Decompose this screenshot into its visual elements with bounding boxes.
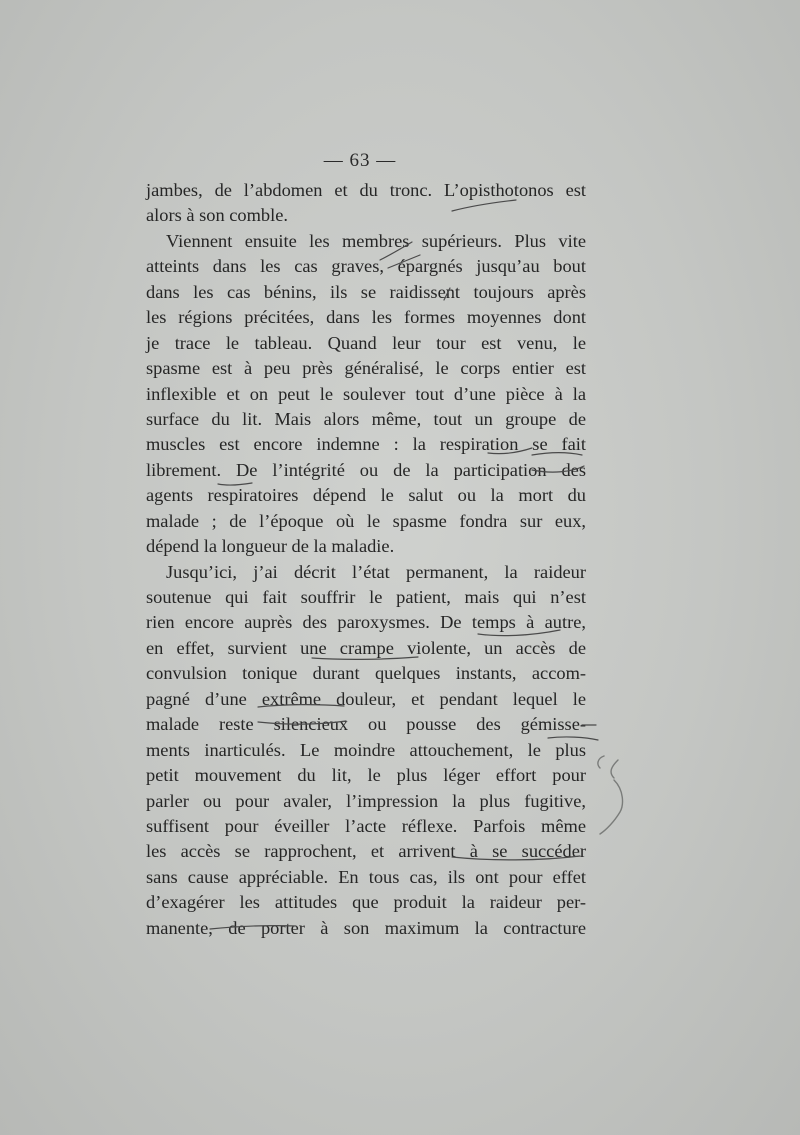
text-line-7: je trace le tableau. Quand leur tour est venu, le [146, 332, 586, 353]
text-line-20: convulsion tonique durant quelques instants, accom- [146, 663, 586, 684]
margin-bracket [600, 760, 622, 834]
text-line-1: jambes, de l’abdomen et du tronc. L’opisthotonos est [146, 180, 586, 200]
margin-hook [598, 756, 604, 768]
text-line-3: Viennent ensuite les membres supérieurs. Plus vite [166, 230, 586, 251]
text-line-30: manente, de porter à son maximum la contracture [146, 917, 586, 938]
text-line-5: dans les cas bénins, ils se raidissent toujours après [146, 281, 586, 302]
text-line-17: soutenue qui fait souffrir le patient, mais qui n’est [146, 587, 586, 607]
text-line-9: inflexible et on peut le soulever tout d’une pièce à la [146, 383, 586, 404]
text-line-14: malade ; de l’époque où le spasme fondra sur eux, [146, 510, 586, 531]
text-line-19: en effet, survient une crampe violente, un accès de [146, 637, 586, 658]
text-line-23: ments inarticulés. Le moindre attouchement, le plus [146, 739, 586, 760]
text-line-22: malade reste silencieux ou pousse des gémisse- [146, 714, 586, 735]
text-line-4: atteints dans les cas graves, épargnés jusqu’au bout [146, 256, 586, 277]
text-line-18: rien encore auprès des paroxysmes. De temps à autre, [146, 612, 586, 633]
text-line-10: surface du lit. Mais alors même, tout un groupe de [146, 408, 586, 429]
body-text [146, 178, 586, 941]
text-line-25: parler ou pour avaler, l’impression la plus fugitive, [146, 790, 586, 811]
page-number: — 63 — [323, 150, 397, 171]
text-line-12: librement. De l’intégrité ou de la participation des [146, 459, 586, 480]
text-line-27: les accès se rapprochent, et arrivent à se succéder [146, 841, 586, 862]
text-line-11: muscles est encore indemne : la respiration se fait [146, 434, 586, 455]
text-line-8: spasme est à peu près généralisé, le corps entier est [146, 358, 586, 379]
text-line-6: les régions précitées, dans les formes moyennes dont [146, 307, 586, 328]
text-line-2: alors à son comble. [146, 205, 288, 226]
text-line-13: agents respiratoires dépend le salut ou la mort du [146, 485, 586, 506]
text-line-28: sans cause appréciable. En tous cas, ils ont pour effet [146, 866, 586, 887]
text-line-29: d’exagérer les attitudes que produit la raideur per- [146, 892, 586, 913]
text-line-15: dépend la longueur de la maladie. [146, 536, 395, 557]
text-line-16: Jusqu’ici, j’ai décrit l’état permanent, la raideur [166, 561, 586, 582]
text-line-26: suffisent pour éveiller l’acte réflexe. Parfois même [146, 815, 586, 836]
text-line-21: pagné d’une extrême douleur, et pendant lequel le [146, 688, 586, 709]
text-line-24: petit mouvement du lit, le plus léger effort pour [146, 765, 586, 786]
